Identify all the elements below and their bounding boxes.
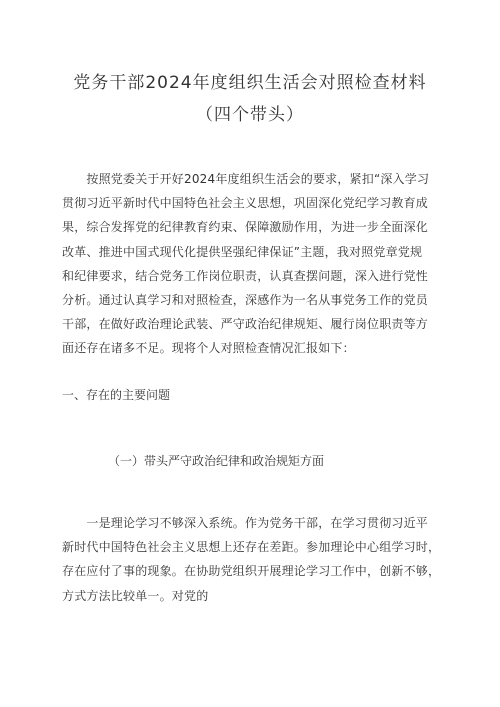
document-subtitle: （四个带头） xyxy=(196,105,304,125)
intro-line: 贯彻习近平新时代中国特色社会主义思想，巩固深化党纪学习教育成 xyxy=(62,196,429,211)
intro-line: 按照党委关于开好2024年度组织生活会的要求，紧扣“深入学习 xyxy=(62,172,430,186)
intro-paragraph xyxy=(62,167,456,361)
intro-line: 面还存在诸多不足。现将个人对照检查情况汇报如下： xyxy=(62,341,355,356)
body-line: 方式方法比较单一。对党的 xyxy=(62,588,209,603)
intro-line: 分析。通过认真学习和对照检查，深感作为一名从事党务工作的党员 xyxy=(62,292,429,307)
body-line: 存在应付了事的现象。在协助党组织开展理论学习工作中，创新不够， xyxy=(62,564,441,579)
section-heading: 一、存在的主要问题 xyxy=(62,388,171,402)
body-paragraph xyxy=(62,511,456,608)
subsection-heading: （一）带头严守政治纪律和政治规矩方面 xyxy=(108,454,325,468)
intro-line: 和纪律要求，结合党务工作岗位职责，认真查摆问题，深入进行党性 xyxy=(62,268,429,283)
intro-line: 改革、推进中国式现代化提供坚强纪律保证”主题，我对照党章党规 xyxy=(62,244,423,259)
intro-line: 果，综合发挥党的纪律教育约束、保障激励作用，为进一步全面深化 xyxy=(62,220,429,235)
document-title: 党务干部2024年度组织生活会对照检查材料 xyxy=(73,73,427,93)
body-line: 一是理论学习不够深入系统。作为党务干部，在学习贯彻习近平 xyxy=(62,516,429,530)
body-line: 新时代中国特色社会主义思想上还存在差距。参加理论中心组学习时， xyxy=(62,540,441,555)
intro-line: 干部，在做好政治理论武装、严守政治纪律规矩、履行岗位职责等方 xyxy=(62,317,429,332)
